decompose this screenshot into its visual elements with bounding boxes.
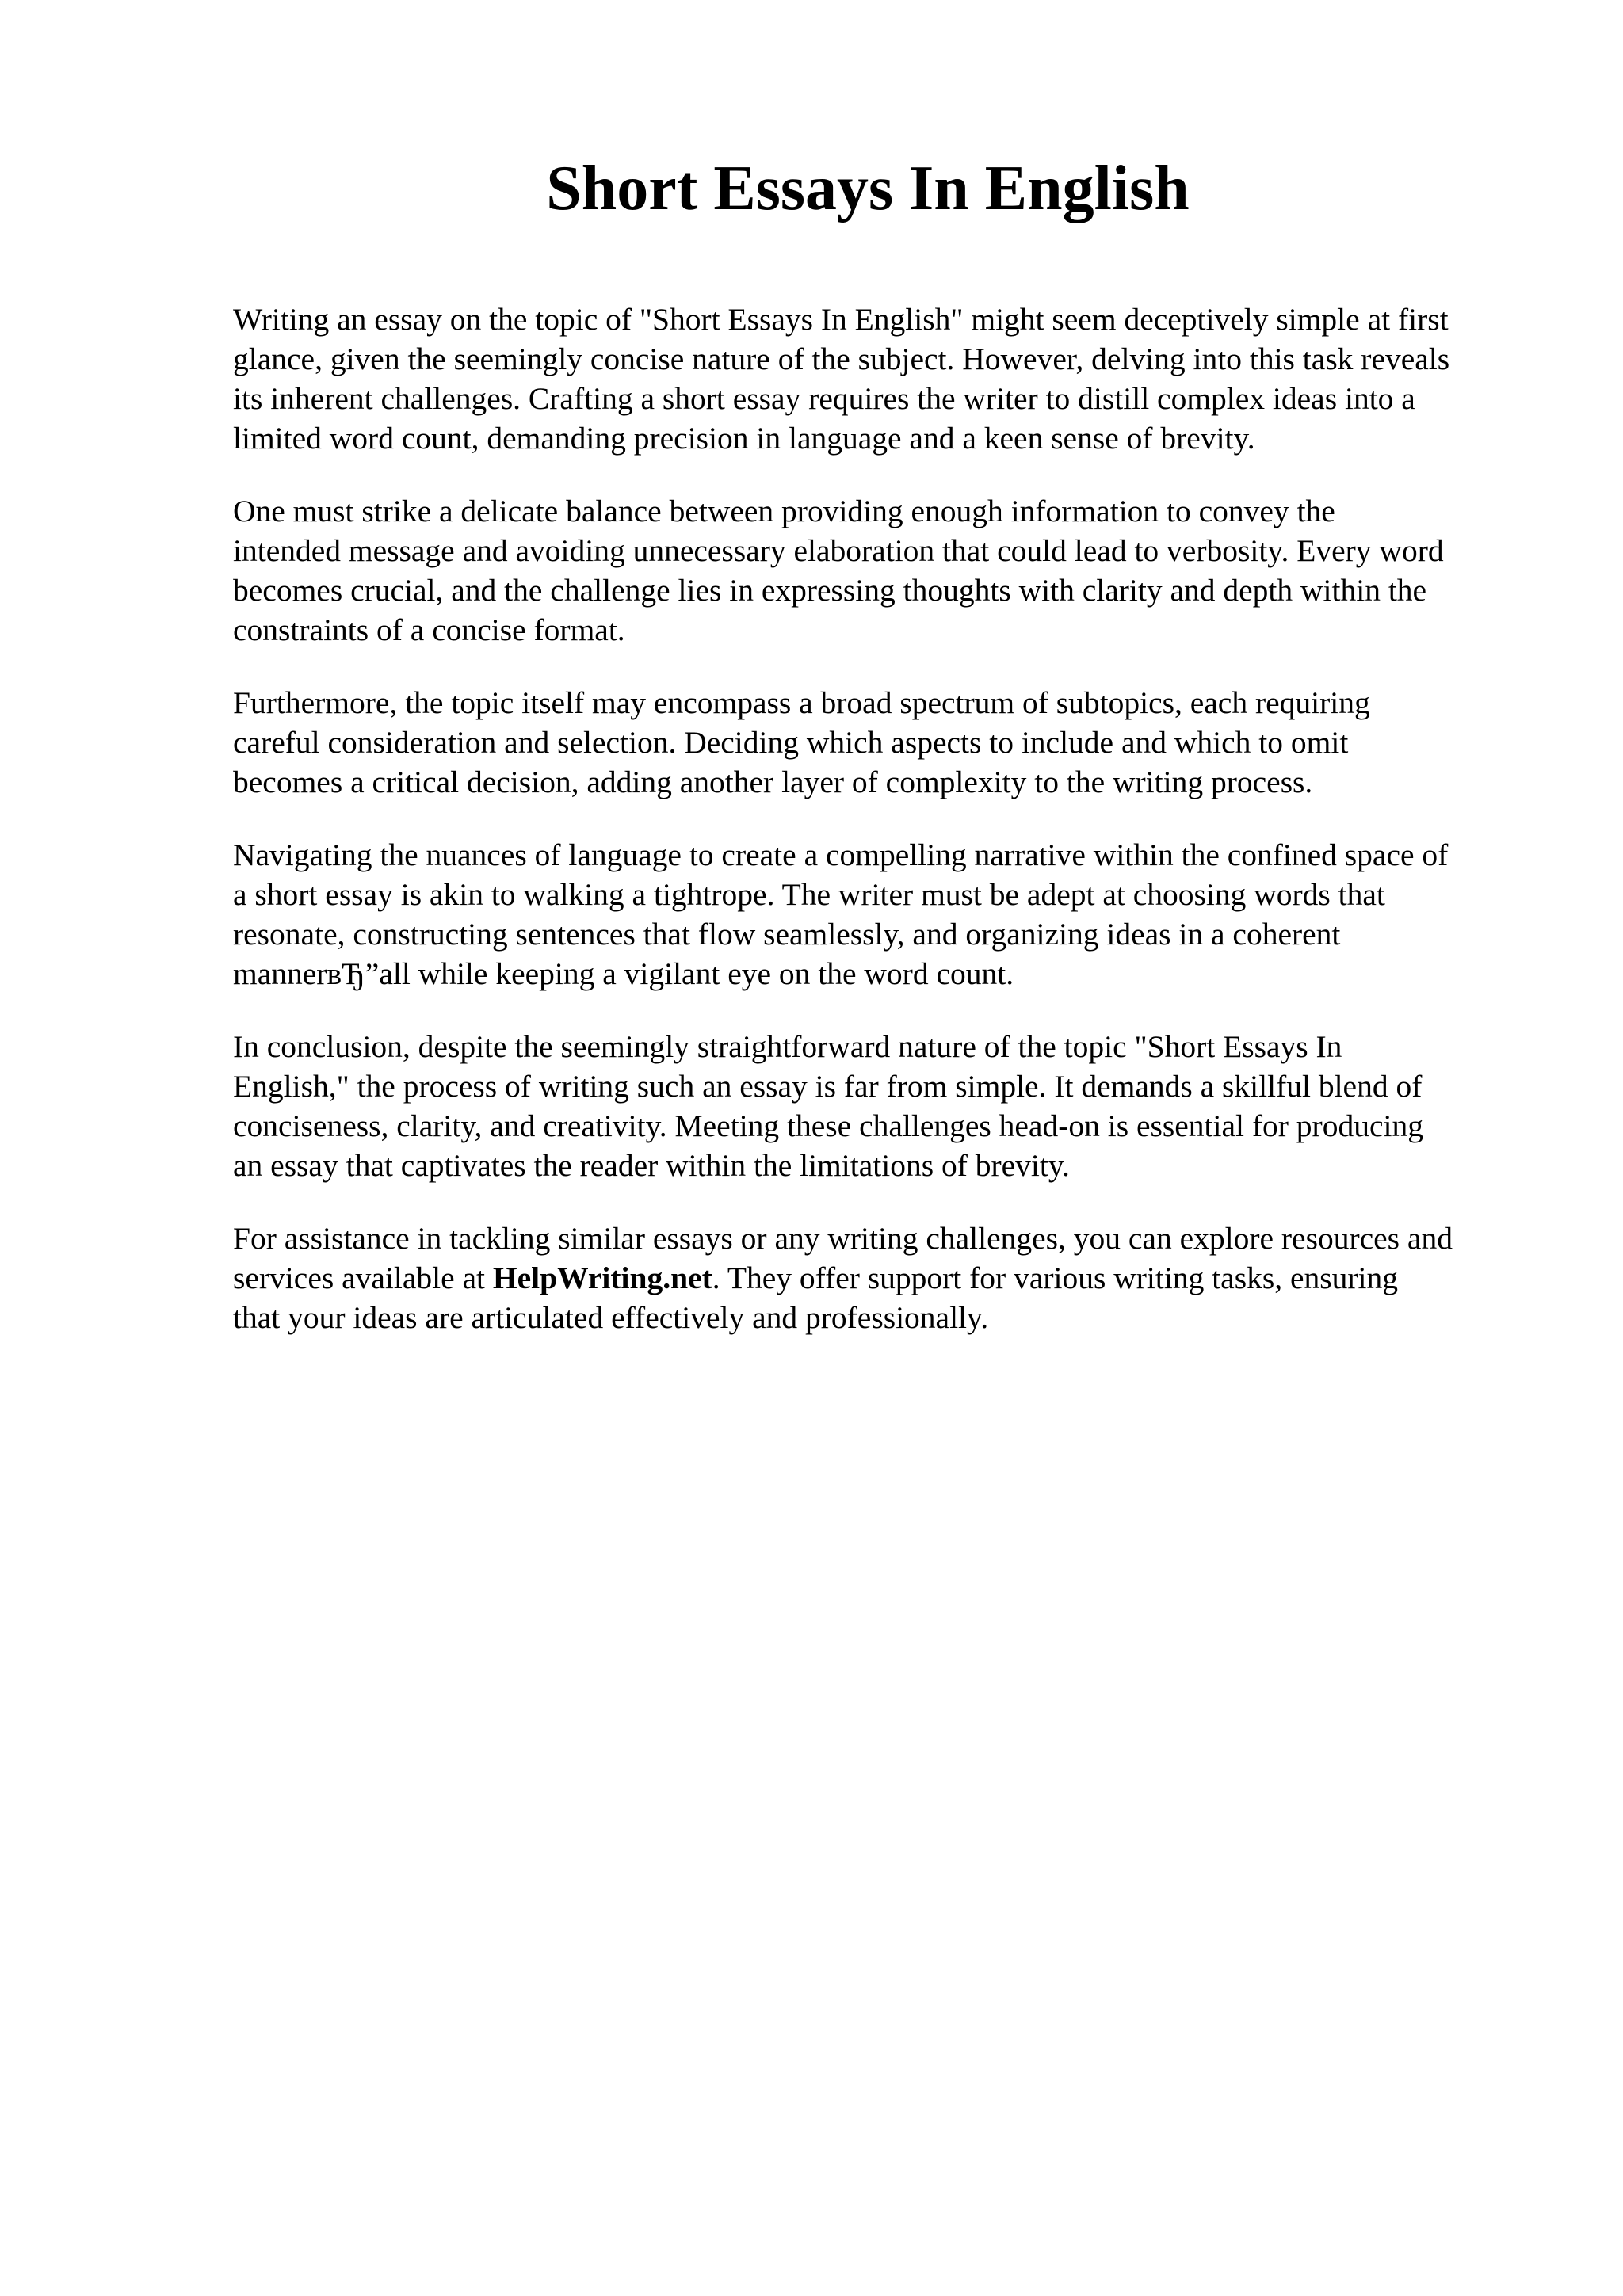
- text-line: One must strike a delicate balance between providing enough information to convey the: [233, 494, 1335, 528]
- helpwriting-link[interactable]: HelpWriting.net: [492, 1261, 712, 1295]
- text-line: that your ideas are articulated effectively and professionally.: [233, 1300, 989, 1335]
- text-line: intended message and avoiding unnecessary elaboration that could lead to verbosity. Every word: [233, 533, 1444, 568]
- text-line: resonate, constructing sentences that flow seamlessly, and organizing ideas in a coherent: [233, 917, 1341, 952]
- text-line: glance, given the seemingly concise nature of the subject. However, delving into this task reveals: [233, 341, 1450, 376]
- text-line: careful consideration and selection. Deciding which aspects to include and which to omit: [233, 725, 1349, 760]
- page-title: Short Essays In English: [546, 154, 1190, 223]
- text-line: Furthermore, the topic itself may encompass a broad spectrum of subtopics, each requiring: [233, 685, 1370, 720]
- text-line: its inherent challenges. Crafting a short essay requires the writer to distill complex ideas into a: [233, 381, 1415, 416]
- text-line: constraints of a concise format.: [233, 612, 625, 647]
- text-line: Writing an essay on the topic of "Short Essays In English" might seem deceptively simple at first: [233, 302, 1449, 337]
- text-line: a short essay is akin to walking a tightrope. The writer must be adept at choosing words that: [233, 877, 1385, 912]
- paragraph-topic-scope: [233, 683, 1522, 802]
- essay-body: [233, 299, 1522, 1371]
- text-line: English," the process of writing such an essay is far from simple. It demands a skillful blend of: [233, 1069, 1423, 1104]
- paragraph-intro: [233, 299, 1522, 458]
- paragraph-balance: [233, 491, 1522, 650]
- paragraph-assistance: [233, 1219, 1522, 1337]
- text-line: mannerвЂ”all while keeping a vigilant eye on the word count.: [233, 956, 1014, 991]
- text-line: limited word count, demanding precision in language and a keen sense of brevity.: [233, 421, 1255, 456]
- text-line: conciseness, clarity, and creativity. Meeting these challenges head-on is essential for producing: [233, 1108, 1423, 1143]
- text-line: In conclusion, despite the seemingly straightforward nature of the topic "Short Essays In: [233, 1029, 1342, 1064]
- text-line: For assistance in tackling similar essays or any writing challenges, you can explore resources and: [233, 1221, 1453, 1256]
- paragraph-language: [233, 835, 1522, 994]
- text-line: becomes crucial, and the challenge lies in expressing thoughts with clarity and depth within the: [233, 573, 1427, 608]
- text-line: Navigating the nuances of language to create a compelling narrative within the confined space of: [233, 837, 1449, 872]
- paragraph-conclusion: [233, 1027, 1522, 1185]
- text-line: an essay that captivates the reader within the limitations of brevity.: [233, 1148, 1070, 1183]
- text-line-with-link: [233, 1258, 1522, 1298]
- text-segment: . They offer support for various writing tasks, ensuring: [712, 1261, 1398, 1295]
- text-segment: services available at: [233, 1261, 493, 1295]
- text-line: becomes a critical decision, adding another layer of complexity to the writing process.: [233, 765, 1313, 799]
